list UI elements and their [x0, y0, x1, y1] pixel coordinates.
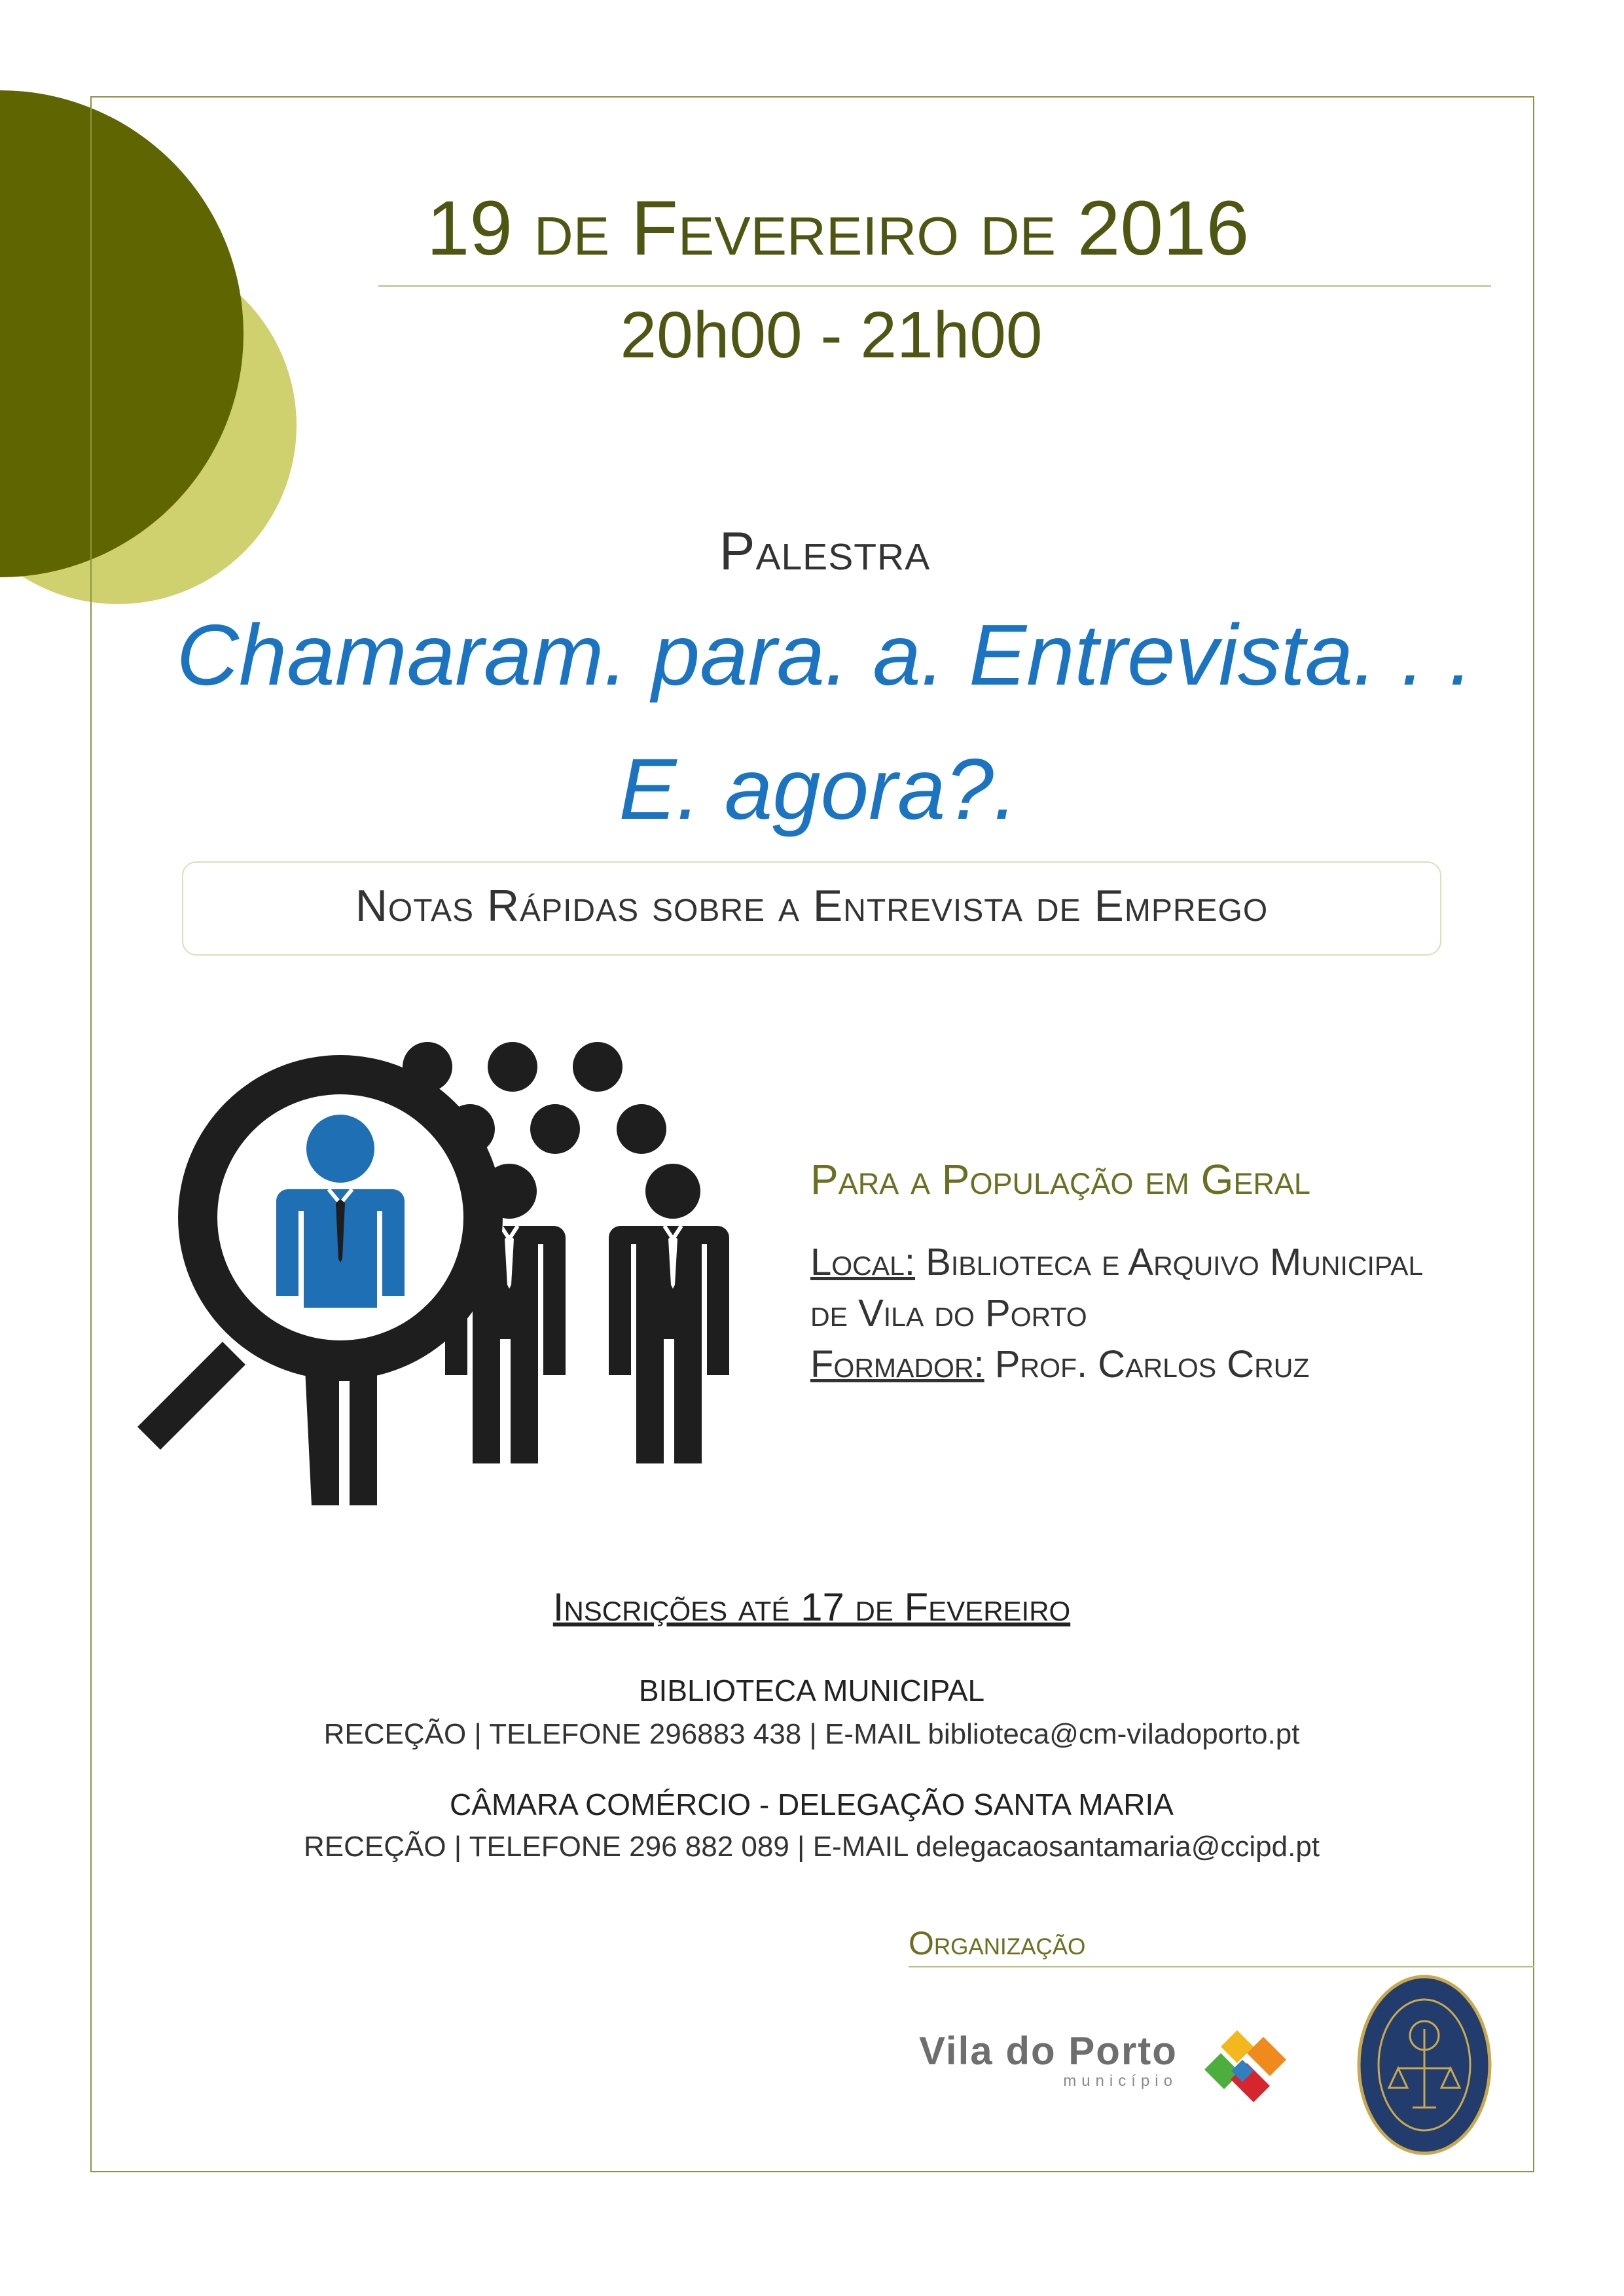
- event-time: 20h00 - 21h00: [620, 298, 1043, 372]
- vila-do-porto-logo-icon: [1204, 2024, 1296, 2109]
- event-title-line2: E. agora?.: [619, 741, 1018, 837]
- org-name-chamber: CÂMARA COMÉRCIO - DELEGAÇÃO SANTA MARIA: [450, 1787, 1174, 1821]
- org-contact-library: RECEÇÃO | TELEFONE 296883 438 | E-MAIL biblioteca@cm-viladoporto.pt: [323, 1718, 1300, 1750]
- event-date: 19 de Fevereiro de 2016: [426, 185, 1250, 272]
- local-value-2: de Vila do Porto: [810, 1292, 1087, 1335]
- event-subtitle: Notas Rápidas sobre a Entrevista de Emprego: [355, 881, 1269, 931]
- local-value-1: Biblioteca e Arquivo Municipal: [926, 1241, 1424, 1283]
- email-link[interactable]: biblioteca@cm-viladoporto.pt: [928, 1718, 1300, 1750]
- local-label: Local:: [810, 1241, 916, 1283]
- trainer-value: Prof. Carlos Cruz: [994, 1343, 1310, 1386]
- audience: Para a População em Geral: [810, 1156, 1310, 1203]
- trainer-label: Formador:: [810, 1343, 984, 1386]
- event-kind: Palestra: [719, 522, 931, 581]
- vila-do-porto-logo-text: [919, 2029, 1178, 2090]
- logo-sub: município: [1063, 2072, 1178, 2090]
- registration-heading: Inscrições até 17 de Fevereiro: [552, 1585, 1071, 1629]
- organization-divider: [909, 1966, 1534, 1967]
- organization-heading: Organização: [909, 1925, 1086, 1962]
- chamber-of-commerce-seal: [1352, 1970, 1496, 2160]
- logo-name: Vila do Porto: [919, 2029, 1178, 2073]
- org-contact-chamber: RECEÇÃO | TELEFONE 296 882 089 | E-MAIL delegacaosantamaria@ccipd.pt: [303, 1831, 1320, 1863]
- event-title-line1: Chamaram. para. a. Entrevista. . .: [176, 607, 1473, 703]
- event-details: [810, 1237, 1423, 1390]
- email-link[interactable]: delegacaosantamaria@ccipd.pt: [916, 1831, 1320, 1863]
- magnifier-search-people-icon: [124, 1034, 779, 1505]
- org-name-library: BIBLIOTECA MUNICIPAL: [638, 1674, 985, 1708]
- date-divider: [378, 285, 1491, 287]
